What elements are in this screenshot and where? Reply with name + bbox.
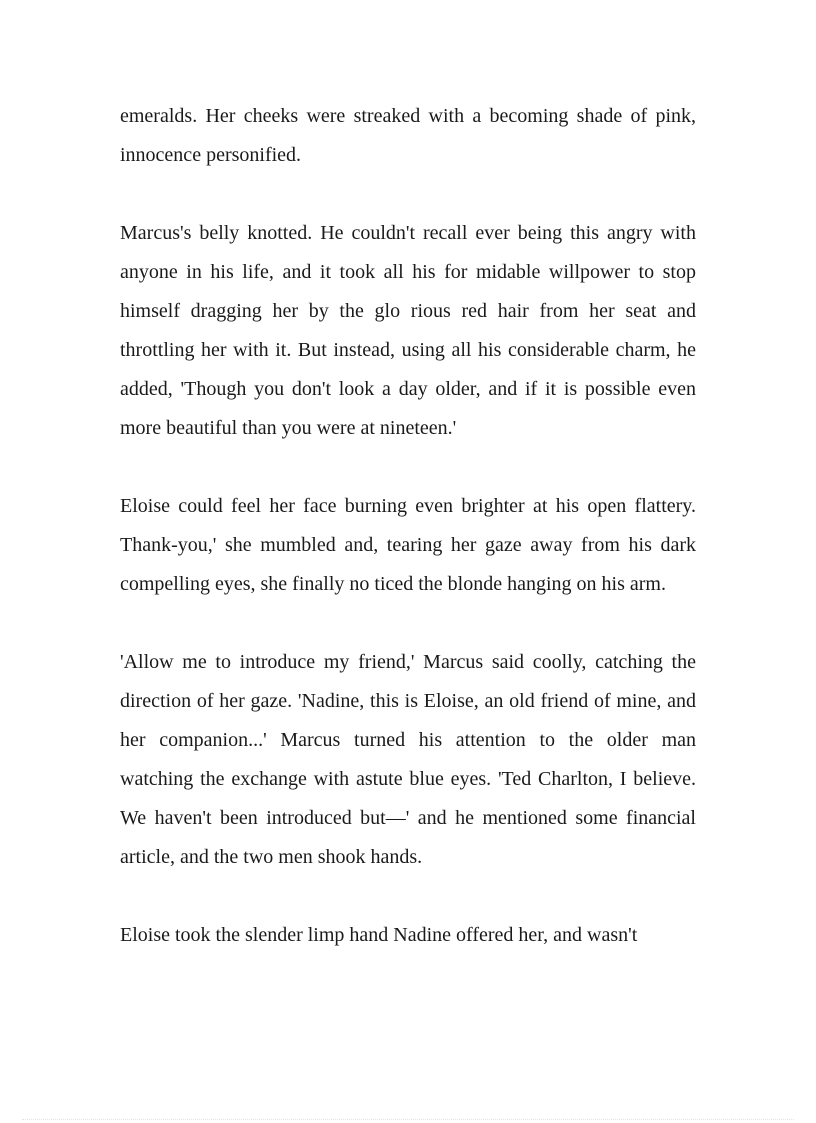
paragraph-2: Marcus's belly knotted. He couldn't recall ever being this angry with anyone in his life, and it took all his for midable willpower to stop himself dragging her by the glo rious red hair from her seat and throttling her with it. But instead, using all his considerable charm, he added, 'Though you don't look a day older, and if it is possible even more beautiful than you were at nineteen.': [120, 222, 696, 439]
page-bottom-divider: [22, 1119, 794, 1120]
body-text: [120, 97, 696, 955]
paragraph-3: Eloise could feel her face burning even brighter at his open flattery. Thank-you,' she mumbled and, tearing her gaze away from his dark compelling eyes, she finally no ticed the blonde hanging on his arm.: [120, 495, 696, 595]
paragraph-5: Eloise took the slender limp hand Nadine offered her, and wasn't: [120, 924, 638, 946]
paragraph-4: 'Allow me to introduce my friend,' Marcus said coolly, catching the direction of her gaze. 'Nadine, this is Eloise, an old friend of mine, and her companion...' Marcus turned his attention to the older man watching the exchange with astute blue eyes. 'Ted Charlton, I believe. We haven't been introduced but—' and he mentioned some financial article, and the two men shook hands.: [120, 651, 696, 868]
paragraph-1: emeralds. Her cheeks were streaked with a becoming shade of pink, innocence personified.: [120, 105, 696, 166]
